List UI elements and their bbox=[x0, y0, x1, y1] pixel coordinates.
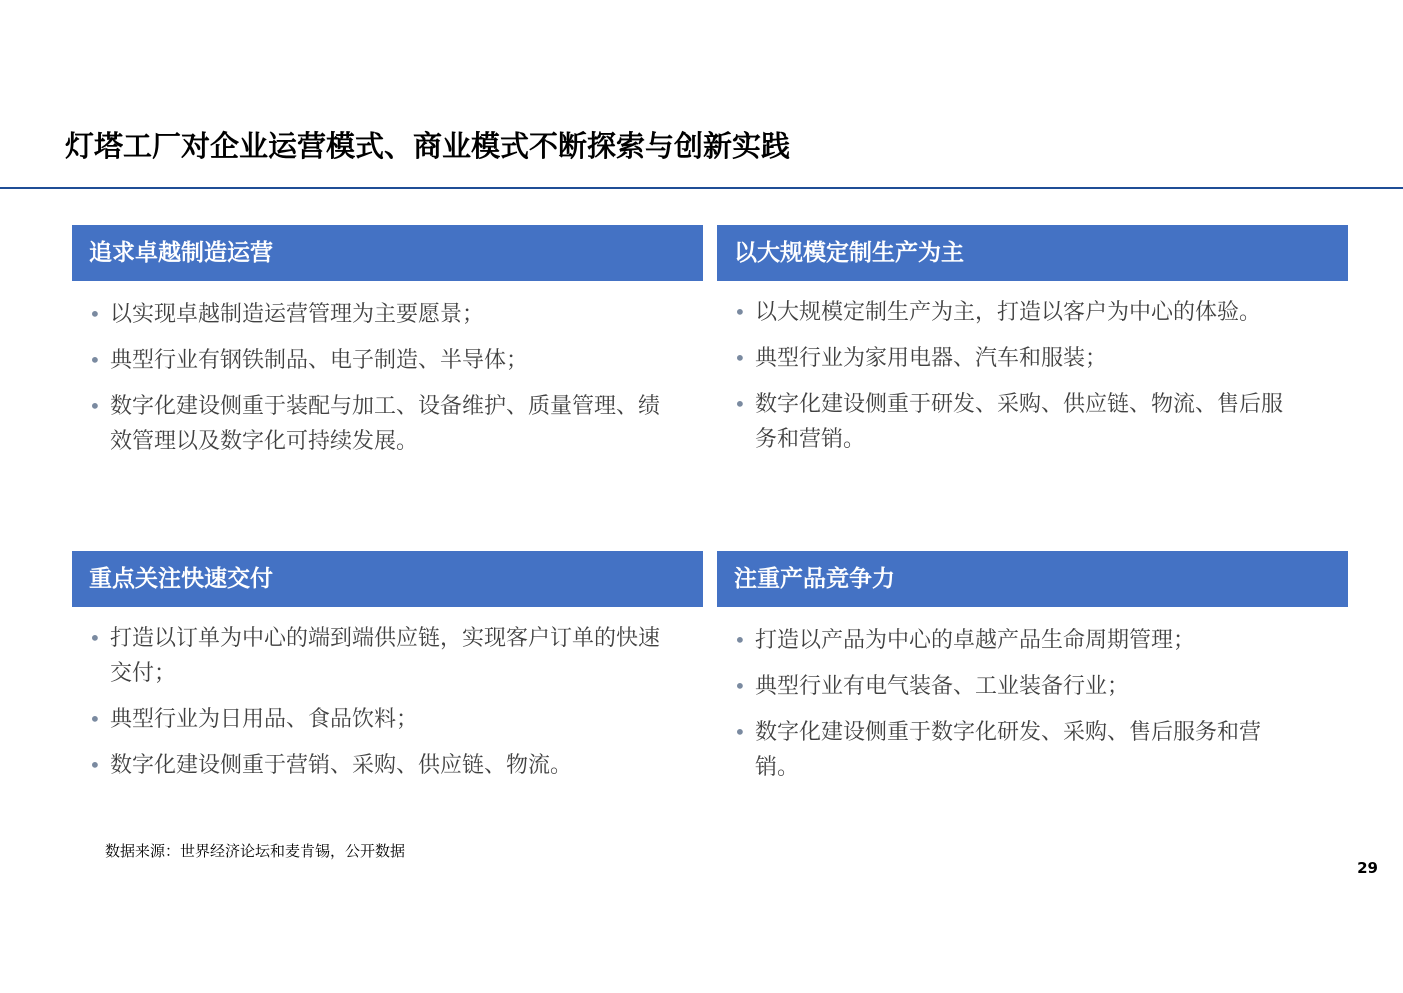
bullet-icon: • bbox=[89, 626, 101, 650]
list-item bbox=[734, 623, 1283, 658]
section-mass-customization bbox=[717, 225, 1348, 515]
bullet-text: 以实现卓越制造运营管理为主要愿景； bbox=[110, 302, 485, 327]
section-excellent-operations bbox=[72, 225, 703, 515]
list-item bbox=[89, 389, 663, 459]
bullet-text: 以大规模定制生产为主，打造以客户为中心的体验。 bbox=[755, 300, 1262, 325]
bullet-icon: • bbox=[89, 302, 101, 326]
list-item bbox=[734, 669, 1283, 704]
bullet-icon: • bbox=[734, 674, 746, 698]
bullet-text: 典型行业为日用品、食品饮料； bbox=[110, 707, 419, 732]
section-header: 追求卓越制造运营 bbox=[72, 225, 703, 281]
bullet-text: 数字化建设侧重于数字化研发、采购、售后服务和营销。 bbox=[755, 720, 1262, 780]
bullet-list bbox=[734, 623, 1283, 796]
list-item bbox=[734, 387, 1283, 457]
bullet-icon: • bbox=[734, 628, 746, 652]
bullet-text: 打造以订单为中心的端到端供应链，实现客户订单的快速交付； bbox=[110, 626, 661, 686]
bullet-text: 数字化建设侧重于装配与加工、设备维护、质量管理、绩效管理以及数字化可持续发展。 bbox=[110, 394, 661, 454]
bullet-icon: • bbox=[734, 346, 746, 370]
data-source-note: 数据来源：世界经济论坛和麦肯锡，公开数据 bbox=[105, 842, 406, 860]
list-item bbox=[734, 341, 1283, 376]
section-header: 重点关注快速交付 bbox=[72, 551, 703, 607]
list-item bbox=[734, 295, 1283, 330]
bullet-icon: • bbox=[734, 720, 746, 744]
list-item bbox=[734, 715, 1283, 785]
bullet-text: 打造以产品为中心的卓越产品生命周期管理； bbox=[755, 628, 1196, 653]
title-divider bbox=[0, 187, 1403, 189]
page-title: 灯塔工厂对企业运营模式、商业模式不断探索与创新实践 bbox=[65, 129, 791, 163]
bullet-list bbox=[734, 295, 1283, 468]
page-number: 29 bbox=[1357, 859, 1378, 877]
list-item bbox=[89, 343, 663, 378]
section-header: 以大规模定制生产为主 bbox=[717, 225, 1348, 281]
section-fast-delivery bbox=[72, 551, 703, 821]
bullet-text: 典型行业为家用电器、汽车和服装； bbox=[755, 346, 1108, 371]
bullet-icon: • bbox=[89, 394, 101, 418]
section-header: 注重产品竞争力 bbox=[717, 551, 1348, 607]
list-item bbox=[89, 297, 663, 332]
bullet-text: 典型行业有钢铁制品、电子制造、半导体； bbox=[110, 348, 529, 373]
bullet-icon: • bbox=[734, 392, 746, 416]
list-item bbox=[89, 702, 663, 737]
bullet-icon: • bbox=[89, 348, 101, 372]
bullet-icon: • bbox=[89, 707, 101, 731]
bullet-icon: • bbox=[89, 753, 101, 777]
bullet-text: 数字化建设侧重于研发、采购、供应链、物流、售后服务和营销。 bbox=[755, 392, 1284, 452]
section-product-competitiveness bbox=[717, 551, 1348, 821]
bullet-text: 典型行业有电气装备、工业装备行业； bbox=[755, 674, 1130, 699]
bullet-list bbox=[89, 297, 663, 470]
list-item bbox=[89, 748, 663, 783]
bullet-text: 数字化建设侧重于营销、采购、供应链、物流。 bbox=[110, 753, 573, 778]
list-item bbox=[89, 621, 663, 691]
bullet-icon: • bbox=[734, 300, 746, 324]
bullet-list bbox=[89, 621, 663, 794]
